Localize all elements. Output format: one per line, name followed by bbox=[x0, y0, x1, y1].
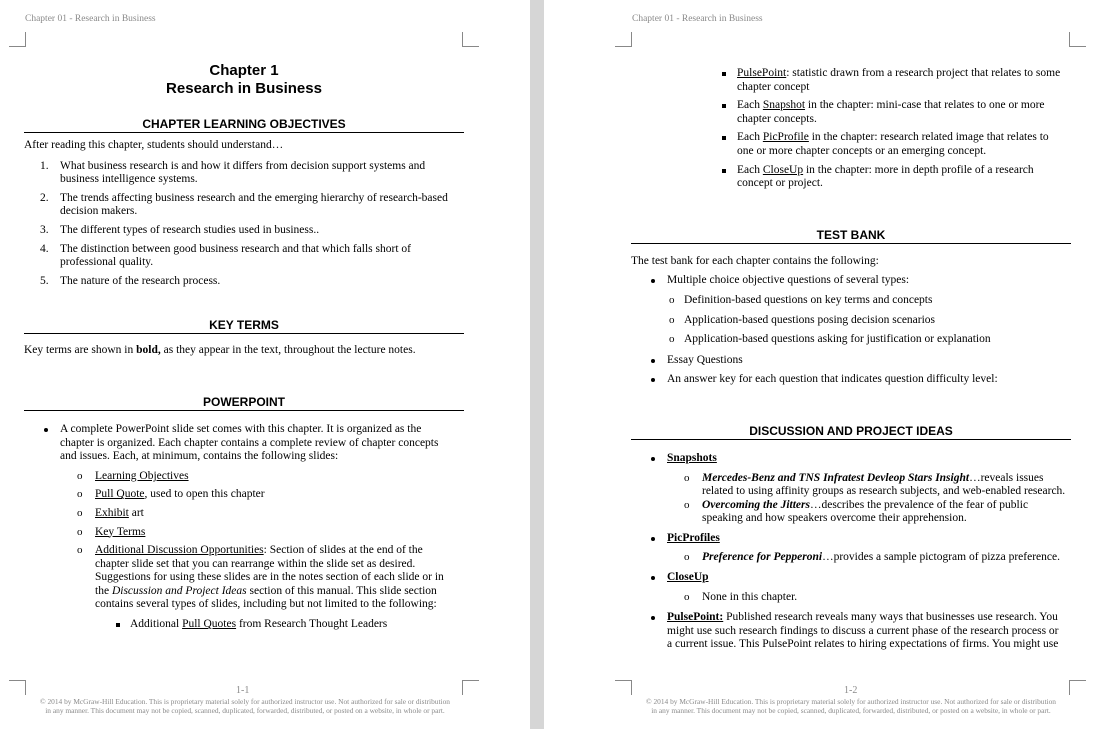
bullet-icon bbox=[651, 576, 655, 580]
list-item: Each PicProfile in the chapter: research related image that relates to one or more chapter concepts or an emerging concept. bbox=[631, 131, 1071, 158]
list-item: o Preference for Pepperoni…provides a sample pictogram of pizza preference. bbox=[684, 551, 1060, 564]
link-closeup[interactable]: CloseUp bbox=[762, 163, 804, 176]
list-item: o Pull Quote, used to open this chapter bbox=[77, 488, 265, 501]
circle-bullet-icon: o bbox=[684, 498, 690, 511]
link-pull-quote[interactable]: Pull Quote bbox=[95, 488, 145, 501]
list-item bbox=[24, 470, 464, 484]
list-item bbox=[24, 275, 464, 289]
square-bullet-icon bbox=[116, 623, 120, 627]
list-number: 1. bbox=[40, 159, 49, 172]
list-item bbox=[24, 243, 464, 270]
list-item: o Application-based questions asking for justification or explanation bbox=[669, 333, 991, 346]
circle-bullet-icon: o bbox=[684, 551, 690, 564]
crop-mark bbox=[615, 32, 632, 47]
discussion-list bbox=[631, 452, 1071, 652]
list-item: Essay Questions bbox=[631, 354, 1071, 368]
list-item: o None in this chapter. bbox=[684, 590, 798, 603]
list-item: o Exhibit art bbox=[77, 506, 144, 519]
list-item: o Additional Discussion Opportunities: Section of slides at the end of the chapter slide set that you can rearrange within the slide set as desired. Suggestions for using these slides are in the notes section of each slide or in the Discussion and Project Ideas section of this manual. This slide section contains several types of slides, including but not limited to the following: bbox=[77, 544, 444, 611]
link-closeup-section[interactable]: CloseUp bbox=[667, 571, 709, 584]
list-text: The trends affecting business research and the emerging hierarchy of research-based bbox=[60, 191, 448, 204]
crop-mark bbox=[615, 680, 632, 695]
list-item bbox=[631, 452, 1071, 466]
list-item bbox=[631, 571, 1071, 585]
list-text: The different types of research studies used in business.. bbox=[60, 223, 320, 236]
list-item bbox=[24, 160, 464, 187]
list-text: decision makers. bbox=[60, 205, 138, 218]
powerpoint-bullet: A complete PowerPoint slide set comes with this chapter. It is organized as the chapter is organized. Each chapter contains a complete review of chapter concepts and issues. Each, at minimum, contains the following slides: bbox=[24, 423, 464, 464]
chapter-subtitle: Research in Business bbox=[166, 80, 322, 97]
document-page-2 bbox=[544, 0, 1103, 729]
objectives-list bbox=[24, 160, 464, 289]
crop-mark bbox=[462, 680, 479, 695]
circle-bullet-icon: o bbox=[77, 506, 83, 519]
circle-bullet-icon: o bbox=[684, 471, 690, 484]
page-body bbox=[24, 62, 464, 632]
list-item: o Overcoming the Jitters…describes the prevalence of the fear of public speaking and how speakers overcome their apprehension. bbox=[684, 498, 1029, 525]
bullet-icon bbox=[44, 428, 48, 432]
bullet-icon bbox=[651, 537, 655, 541]
list-item bbox=[24, 526, 464, 540]
page-number: 1-2 bbox=[844, 685, 858, 696]
section-heading-discussion: DISCUSSION AND PROJECT IDEAS bbox=[631, 424, 1071, 440]
list-text: business intelligence systems. bbox=[60, 173, 198, 186]
list-number: 4. bbox=[40, 242, 49, 255]
crop-mark bbox=[1069, 32, 1086, 47]
list-number: 5. bbox=[40, 274, 49, 287]
square-bullet-icon bbox=[722, 104, 726, 108]
circle-bullet-icon: o bbox=[77, 488, 83, 501]
list-text: The nature of the research process. bbox=[60, 274, 221, 287]
test-bank-intro: The test bank for each chapter contains the following: bbox=[631, 254, 879, 267]
list-item: PulsePoint: statistic drawn from a research project that relates to some chapter concept bbox=[631, 67, 1071, 94]
list-item: Multiple choice objective questions of several types: bbox=[631, 274, 1071, 288]
link-snapshot[interactable]: Snapshot bbox=[762, 99, 806, 112]
key-terms-paragraph: Key terms are shown in bold, as they appear in the text, throughout the lecture notes. bbox=[24, 344, 416, 357]
list-text: The distinction between good business research and that which falls short of bbox=[60, 242, 411, 255]
list-item: Additional Pull Quotes from Research Thought Leaders bbox=[24, 618, 464, 632]
section-heading-key-terms: KEY TERMS bbox=[24, 318, 464, 334]
crop-mark bbox=[1069, 680, 1086, 695]
circle-bullet-icon: o bbox=[684, 590, 690, 603]
circle-bullet-icon: o bbox=[669, 293, 675, 306]
bullet-icon bbox=[651, 457, 655, 461]
link-pulsepoint-section[interactable]: PulsePoint: bbox=[667, 611, 724, 624]
link-key-terms[interactable]: Key Terms bbox=[95, 525, 146, 538]
link-exhibit[interactable]: Exhibit bbox=[95, 506, 129, 519]
link-learning-objectives[interactable]: Learning Objectives bbox=[95, 469, 189, 482]
square-bullet-icon bbox=[722, 72, 726, 76]
list-item bbox=[631, 532, 1071, 546]
square-bullet-icon bbox=[722, 136, 726, 140]
list-item bbox=[24, 224, 464, 238]
list-item bbox=[24, 192, 464, 219]
link-picprofiles[interactable]: PicProfiles bbox=[667, 531, 720, 544]
document-page-1 bbox=[0, 0, 530, 729]
page-header: Chapter 01 - Research in Business bbox=[632, 14, 763, 24]
bullet-icon bbox=[651, 616, 655, 620]
section-heading-test-bank: TEST BANK bbox=[631, 228, 1071, 244]
list-item: Each Snapshot in the chapter: mini-case that relates to one or more chapter concepts. bbox=[631, 99, 1071, 126]
link-snapshots[interactable]: Snapshots bbox=[667, 451, 717, 464]
list-text: professional quality. bbox=[60, 256, 154, 269]
circle-bullet-icon: o bbox=[669, 313, 675, 326]
list-item: PulsePoint: Published research reveals many ways that businesses use research. You might use such research findings to discuss a current phase of the research process or a current issue. This PulsePoint relates to hiring expectations of firms. You might use bbox=[631, 611, 1071, 652]
link-picprofile[interactable]: PicProfile bbox=[762, 131, 809, 144]
list-item: o Mercedes-Benz and TNS Infratest Devleop Stars Insight…reveals issues related to using affinity groups as research subjects, and web-enabled research. bbox=[684, 471, 1066, 498]
slide-types-list bbox=[631, 67, 1071, 191]
circle-bullet-icon: o bbox=[77, 544, 83, 557]
objectives-intro: After reading this chapter, students should understand… bbox=[24, 139, 284, 151]
bullet-icon bbox=[651, 359, 655, 363]
link-additional-discussion[interactable]: Additional Discussion Opportunities bbox=[95, 544, 264, 557]
list-item: o Application-based questions posing decision scenarios bbox=[669, 313, 936, 326]
crop-mark bbox=[9, 680, 26, 695]
section-heading-powerpoint: POWERPOINT bbox=[24, 395, 464, 411]
circle-bullet-icon: o bbox=[77, 469, 83, 482]
bullet-icon bbox=[651, 378, 655, 382]
list-text: What business research is and how it differs from decision support systems and bbox=[60, 159, 426, 172]
slides-list bbox=[24, 470, 464, 632]
list-item: o Definition-based questions on key terms and concepts bbox=[669, 293, 933, 306]
page-footer: © 2014 by McGraw-Hill Education. This is proprietary material solely for authorized instructor use. Not authorized for sale or distribution in any manner. This document may not be copied, scanned, duplicated, forwarded, distributed, or posted on a website, in whole or part. bbox=[645, 697, 1056, 715]
section-heading-objectives: CHAPTER LEARNING OBJECTIVES bbox=[24, 117, 464, 133]
crop-mark bbox=[9, 32, 26, 47]
square-bullet-icon bbox=[722, 169, 726, 173]
test-bank-list bbox=[631, 274, 1071, 387]
bullet-icon bbox=[651, 279, 655, 283]
chapter-title: Chapter 1 bbox=[209, 62, 279, 79]
page-footer: © 2014 by McGraw-Hill Education. This is proprietary material solely for authorized instructor use. Not authorized for sale or distribution in any manner. This document may not be copied, scanned, duplicated, forwarded, distributed, or posted on a website, in whole or part. bbox=[39, 697, 450, 715]
link-pulsepoint[interactable]: PulsePoint bbox=[737, 67, 787, 79]
link-pull-quotes[interactable]: Pull Quotes bbox=[182, 618, 237, 631]
page-body bbox=[631, 67, 1071, 652]
circle-bullet-icon: o bbox=[77, 525, 83, 538]
page-number: 1-1 bbox=[236, 685, 250, 696]
list-item: Each CloseUp in the chapter: more in depth profile of a research concept or project. bbox=[631, 164, 1071, 191]
circle-bullet-icon: o bbox=[669, 333, 675, 346]
crop-mark bbox=[462, 32, 479, 47]
page-header: Chapter 01 - Research in Business bbox=[25, 14, 156, 24]
list-number: 2. bbox=[40, 191, 49, 204]
list-item: An answer key for each question that indicates question difficulty level: bbox=[631, 373, 1071, 387]
list-number: 3. bbox=[40, 223, 49, 236]
